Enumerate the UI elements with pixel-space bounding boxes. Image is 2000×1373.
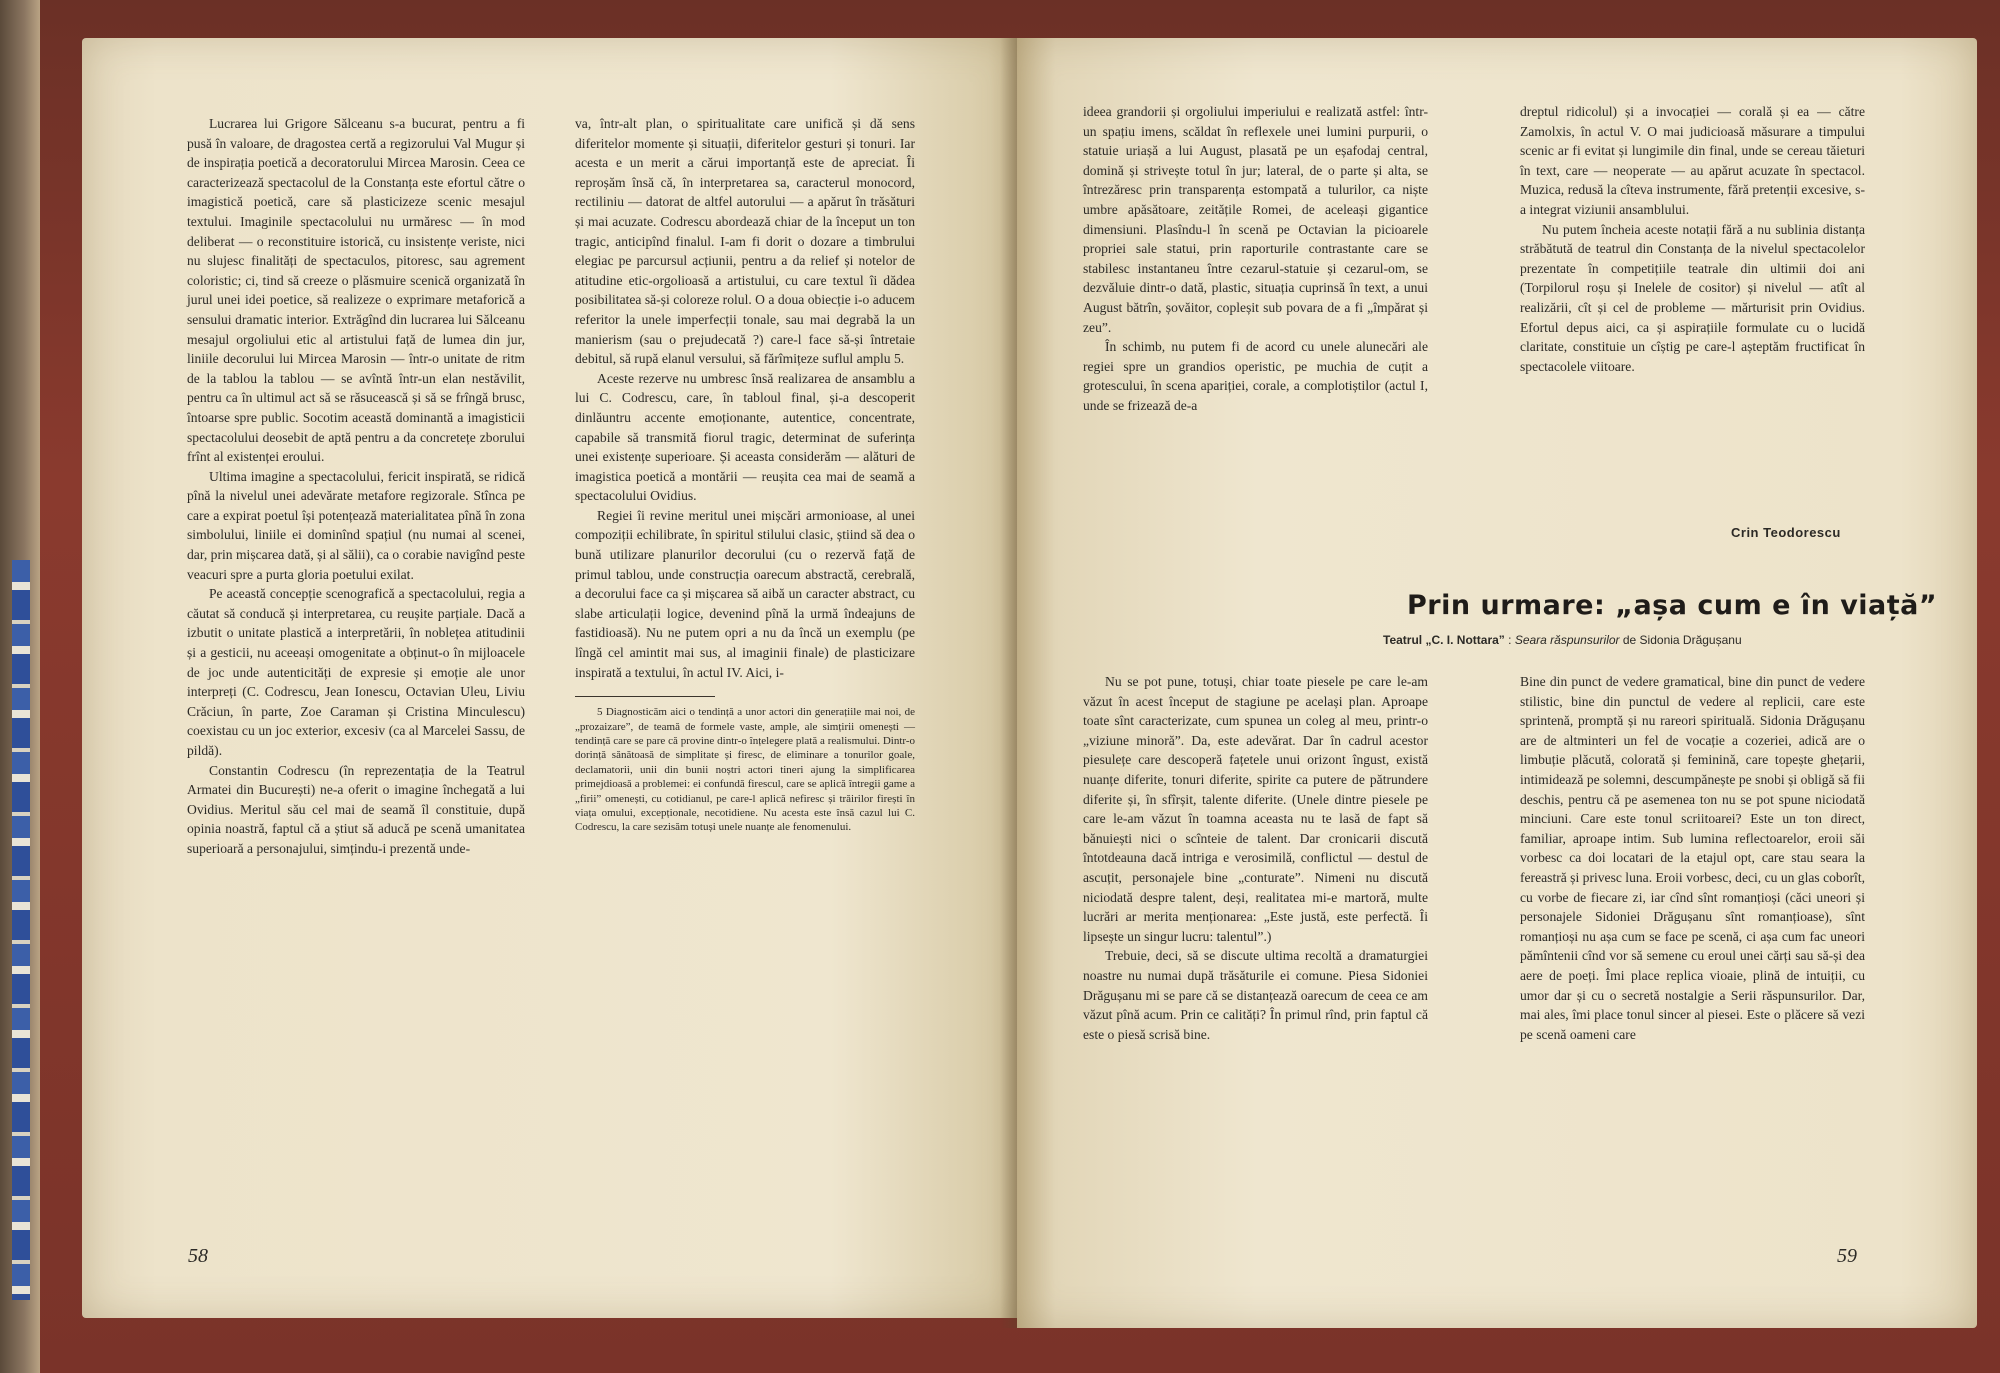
paragraph: Ultima imagine a spectacolului, fericit inspirată, se ridică pînă la nivelul unei adevărate metafore regizorale. Stînca pe care a expirat poetul își potențează materialitatea pînă în zona simbolului, liniile ei dominînd spațiul (nu numai al scenei, dar, prin mișcarea dată, și al sălii), ca o corabie navigînd peste veacuri spre a purta gloria poetului exilat.: [187, 468, 525, 582]
paragraph: Bine din punct de vedere gramatical, bine din punct de vedere stilistic, bine din punctul de vedere al replicii, care este sprintenă, promptă și nu rareori spirituală. Sidonia Drăgușanu are de altminteri un fel de vocație a cozeriei, adică are o limbuție plăcută, colorată și feminină, care topește ghețarii, intimidează pe solemni, descumpănește pe snobi și obligă să fii deschis, pentru că pe asemenea ton nu se pot spune niciodată minciuni. Care este tonul scriitoarei? Este un ton direct, familiar, aproape intim. Sub lumina reflectoarelor, eroii săi vorbesc ca doi locatari de la etajul opt, care stau seara la fereastră și privesc luna. Eroii vorbesc, deci, cu un glas coborît, cu vorbe de fiecare zi, iar cînd sînt romanțioși (căci uneori și personajele Sidoniei Drăgușanu sînt romanțioase), sînt romanțioși nu așa cum se face pe scenă, ci așa cum fac uneori pămîntenii cînd vor să semene cu eroul unei cărți sau să-și dea aere de poeți. Îmi place replica vioaie, plină de intuiții, cu umor dar și cu o secretă nostalgie a Serii răspunsurilor. Dar, mai ales, îmi place tonul sincer al piesei. Este o plăcere să vezi pe scenă oameni care: [1520, 674, 1866, 1042]
right-column-3: [1083, 672, 1428, 1044]
page-number: 58: [188, 1245, 208, 1267]
paragraph: dreptul ridicolul) și a invocației — corală și ea — către Zamolxis, în actul V. O mai judicioasă măsurare a timpului scenic ar fi evitat și lungimile din final, unde se cereau tăieturi în text, care — neoperate — au apărut acuzate în spectacol. Muzica, redusă la cîteva instrumente, fără pretenții excesive, s-a integrat viziunii ansamblului.: [1520, 104, 1865, 217]
article-subtitle: [1383, 633, 1742, 647]
footnote-rule: [575, 696, 715, 697]
paragraph: ideea grandorii și orgoliului imperiului e realizată astfel: într-un spațiu imens, scăldat în reflexele unei lumini purpurii, o statuie uriașă a lui August, plasată pe un eșafodaj central, domină și strivește totul în jur; lateral, de o parte și alta, se întrezăresc prin transparența estompată a tulurilor, ca niște umbre apăsătoare, zeitățile Romei, de aceleași gigantice dimensiuni. Plasîndu-l în scenă pe Octavian la picioarele propriei sale statui, prin raporturile contrastante care se stabilesc instantaneu între cezarul-statuie și cezarul-om, se dezvăluie dintr-o dată, plastic, situația cuprinsă în text, a unui August bătrîn, șovăitor, copleșit sub povara de a fi „împărat și zeu”.: [1083, 104, 1428, 335]
paragraph: va, într-alt plan, o spiritualitate care unifică și dă sens diferitelor momente și situații, diferitelor gesturi și tonuri. Iar acesta e un merit a cărui importanță este de apreciat. Îi reproșăm însă că, în interpretarea sa, caracterul monocord, rectiliniu — datorat de altfel autorului — a apărut în trăsături și mai acuzate. Codrescu abordează chiar de la început un ton tragic, anticipînd finalul. I-am fi dorit o dozare a timbrului elegiac pe parcursul acțiunii, pentru a da relief și notelor de atitudine etic-orgolioasă a artistului, cu care textul îi dădea posibilitatea să-și coloreze rolul. O a doua obiecție i-o aducem referitor la unele imperfecții tonale, sau mai degrabă la un manierism (sau o prejudecată ?) care-l face să-și întretaie debitul, să rupă elanul versului, să fărîmițeze suflul amplu 5.: [575, 116, 915, 367]
subtitle-separator: :: [1504, 633, 1515, 647]
paragraph: În schimb, nu putem fi de acord cu unele alunecări ale regiei spre un grandios operistic, pe muchia de cuțit a grotescului, în scena apariției, corale, a complotiștilor (actul I, unde se frizează de-a: [1083, 339, 1428, 413]
spine-decoration: [12, 560, 30, 1300]
paragraph: Trebuie, deci, să se discute ultima recoltă a dramaturgiei noastre nu numai după trăsăturile ei comune. Piesa Sidoniei Drăgușanu mi se pare că se distanțează oarecum de ceea ce am văzut pînă acum. Prin ce calități? În primul rînd, prin faptul că este o piesă scrisă bine.: [1083, 948, 1428, 1042]
left-column-1: [187, 114, 525, 859]
right-column-2: [1520, 102, 1865, 376]
theatre-name: Teatrul „C. I. Nottara”: [1383, 633, 1505, 647]
paragraph: Nu putem încheia aceste notații fără a nu sublinia distanța străbătută de teatrul din Constanța de la nivelul spectacolelor prezentate în competițiile teatrale din ultimii doi ani (Torpilorul roșu și Inelele de cositor) și nivelul — atît al realizării, cît și cel de probleme — mărturisit prin Ovidius. Efortul depus aici, ca și aspirațiile formulate cu o lucidă claritate, constituie un cîștig pe care-l așteptăm fructificat în spectacolele viitoare.: [1520, 221, 1865, 374]
paragraph: Aceste rezerve nu umbresc însă realizarea de ansamblu a lui C. Codrescu, care, în tabloul final, și-a descoperit dinlăuntru accente emoționante, autentice, concentrate, capabile să transmită fiorul tragic, determinat de suferința unei existențe superioare. Și aceasta considerăm — alături de imagistica poetică a montării — reușita cea mai de seamă a spectacolului Ovidius.: [575, 370, 915, 504]
left-column-2: [575, 114, 915, 835]
article-title: Prin urmare: „așa cum e în viață”: [1407, 590, 1938, 621]
left-page: [82, 38, 1017, 1318]
right-page: [1017, 38, 1977, 1328]
right-column-4: [1520, 672, 1865, 1044]
right-column-1: [1083, 102, 1428, 416]
paragraph: Lucrarea lui Grigore Sălceanu s-a bucurat, pentru a fi pusă în valoare, de dragostea certă a regizorului Val Mugur și de inspirația poetică a decoratorului Mircea Marosin. Ceea ce caracterizează spectacolul de la Constanța este efortul către o imagistică poetică, care să plasticizeze scenic mesajul textului. Imaginile spectacolului nu urmăresc — în mod deliberat — o reconstituire istorică, cu insistențe veriste, nici nu slujesc finalități de spectaculos, pitoresc, sau agrement coloristic; ci, tind să creeze o plăsmuire scenică organizată în jurul unei idei poetice, să realizeze o exprimare metaforică a sensului dramatic interior. Extrăgînd din lucrarea lui Sălceanu mesajul orgoliului etic al artistului față de lumea din jur, liniile decorului lui Mircea Marosin — într-o unitate de ritm de la tablou la tablou — se avîntă într-un elan nestăvilit, pentru ca în ultimul act să se răsucească și să se frîngă brusc, întoarse spre public. Socotim această dominantă a imagisticii spectacolului deosebit de aptă pentru a da concretețe zborului frînt al existenței eroului.: [187, 116, 525, 465]
play-author: de Sidonia Drăgușanu: [1619, 633, 1742, 647]
footnote: 5 Diagnosticăm aici o tendință a unor actori din generațiile mai noi, de „prozaizare”, de teamă de formele vaste, ample, ale simțirii omenești — tendință care se pare că provine dintr-o înțelegere plată a realismului. Dintr-o dorință sănătoasă de simplitate și firesc, de eliminare a tonurilor goale, declamatorii, unii din bunii noștri actori tineri ajung la simplificarea primejdioasă a problemei: ei confundă firescul, care se aplică întregii game a „firii” omenești, cu cotidianul, pe care-l aplică nefiresc și trăirilor firești în viața omului, excepționale, necotidiene. Nu acesta este însă cazul lui C. Codrescu, la care sezisăm totuși unele nuanțe ale fenomenului.: [575, 706, 915, 834]
paragraph: Regiei îi revine meritul unei mișcări armonioase, al unei compoziții echilibrate, în spiritul stilului clasic, știind să dea o bună utilizare planurilor decorului (cu o rezervă față de primul tablou, unde construcția oarecum abstractă, cerebrală, a decorului face ca și mișcarea să aibă un caracter abstract, cu slabe articulații logice, devenind pînă la urmă îndeajuns de fastidioasă). Nu ne putem opri a nu da încă un exemplu (pe lîngă cel amintit mai sus, al imaginii finale) de plasticizare inspirată a textului, în actul IV. Aici, i-: [575, 507, 915, 680]
paragraph: Constantin Codrescu (în reprezentația de la Teatrul Armatei din București) ne-a oferit o imagine închegată a lui Ovidius. Meritul său cel mai de seamă îl constituie, după opinia noastră, faptul că a știut să aducă pe scenă umanitatea superioară a personajului, simțindu-i prezentă unde-: [187, 762, 525, 856]
play-title: Seara răspunsurilor: [1514, 633, 1620, 647]
paragraph: Nu se pot pune, totuși, chiar toate piesele pe care le-am văzut în acest început de stagiune pe același plan. Aproape toate sînt caracterizate, cum spunea un coleg al meu, printr-o „viziune minoră”. Da, este adevărat. Dar în cadrul acestor piesulețe care descoperă fațetele unui orizont îngust, există nuanțe diferite, tonuri diferite, spirite ca putere de pătrundere diferite și, în sfîrșit, talente diferite. (Unele dintre piesele pe care le-am văzut în toamna aceasta nu te lasă de fapt să bănuiești nici o scînteie de talent. Dar cronicarii discută întotdeauna dacă intriga e verosimilă, conflictul — destul de ascuțit, personajele bine „conturate”. Nimeni nu discută niciodată despre talent, deși, realitatea mi-e martoră, multe lucrări ar merita menționarea: „Este justă, este perfectă. Îi lipsește un singur lucru: talentul”.): [1083, 674, 1428, 944]
paragraph: Pe această concepție scenografică a spectacolului, regia a căutat să conducă și interpretarea, cu reușite parțiale. Dacă a izbutit o unitate plastică a interpretării, în noblețea atitudinii și a gesticii, nu aceeași omogenitate a obținut-o în mijloacele de joc unde autenticități de expresie și emoție ale unor interpreți (C. Codrescu, Jean Ionescu, Octavian Uleu, Liviu Crăciun, în parte, Zoe Caraman și Cristina Minculescu) coexistau cu un joc exterior, excesiv (ca al Marcelei Sassu, de pildă).: [187, 586, 525, 758]
page-number: 59: [1837, 1245, 1857, 1267]
author-signature: Crin Teodorescu: [1731, 525, 1841, 540]
